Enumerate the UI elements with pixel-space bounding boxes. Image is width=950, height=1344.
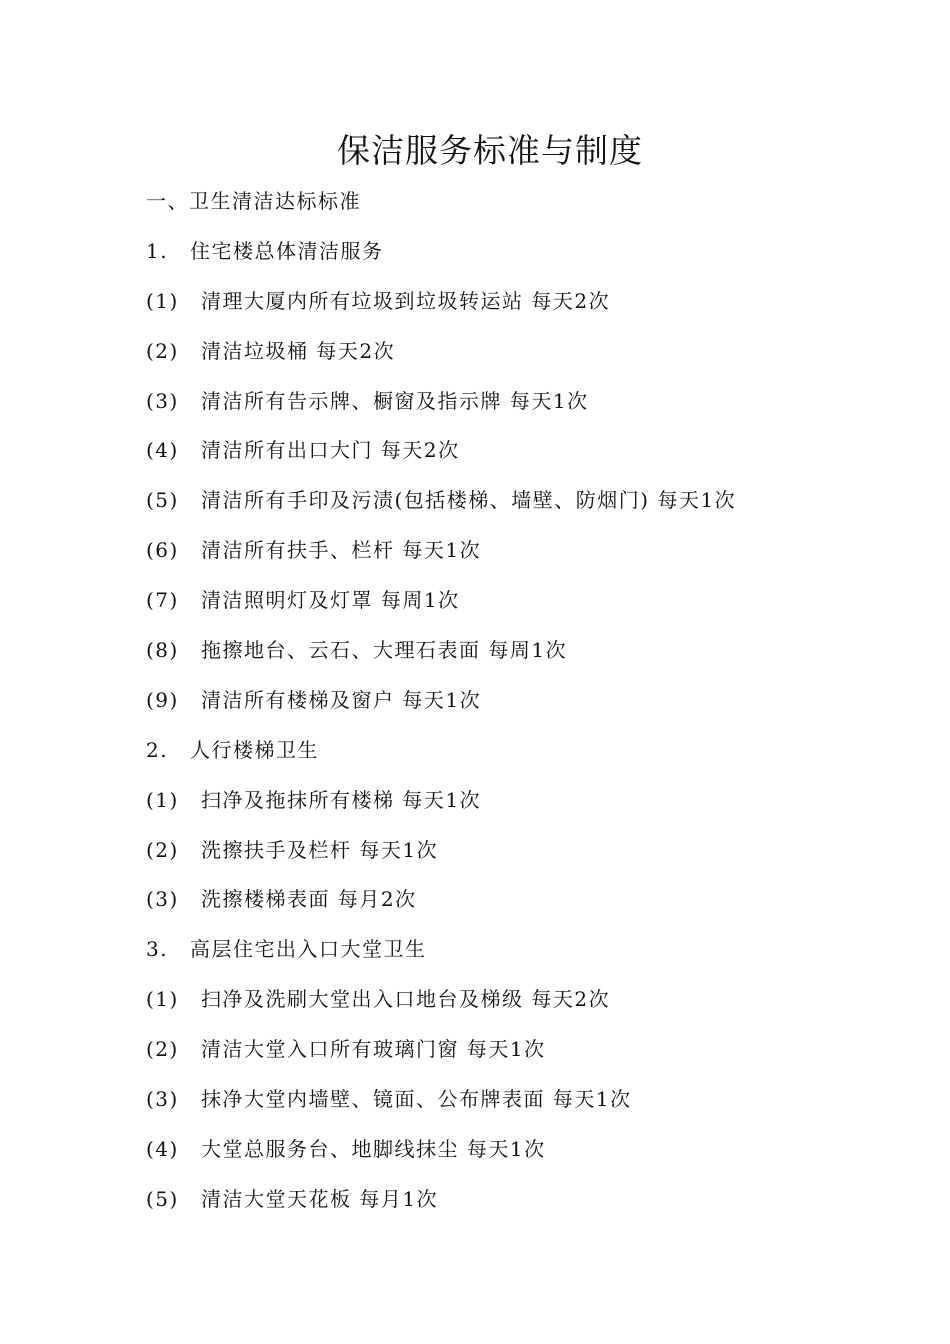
line-marker: (8) (146, 638, 179, 663)
line-text: 拖擦地台、云石、大理石表面 每周1次 (201, 638, 568, 663)
list-item (146, 881, 926, 931)
line-text: 清洁所有手印及污渍(包括楼梯、墙壁、防烟门) 每天1次 (201, 488, 737, 513)
subsection-heading (146, 931, 926, 981)
line-marker: (3) (146, 887, 179, 912)
line-marker: (5) (146, 488, 179, 513)
line-marker: (6) (146, 538, 179, 563)
line-text: 一、卫生清洁达标标准 (146, 189, 361, 213)
line-marker: (1) (146, 987, 179, 1012)
line-text: 清理大厦内所有垃圾到垃圾转运站 每天2次 (201, 288, 611, 313)
line-marker: (2) (146, 837, 179, 862)
line-marker: 3. (146, 937, 169, 962)
line-text: 清洁照明灯及灯罩 每周1次 (201, 588, 460, 613)
line-marker: (4) (146, 1136, 179, 1161)
list-item (146, 1181, 926, 1231)
line-text: 清洁垃圾桶 每天2次 (201, 338, 396, 363)
list-item (146, 283, 926, 333)
line-text: 人行楼梯卫生 (190, 737, 319, 762)
list-item (146, 482, 926, 532)
list-item (146, 632, 926, 682)
line-text: 清洁所有出口大门 每天2次 (201, 438, 460, 463)
page-title: 保洁服务标准与制度 (337, 131, 643, 170)
line-marker: (9) (146, 687, 179, 712)
line-text: 清洁所有扶手、栏杆 每天1次 (201, 538, 482, 563)
line-marker: 2. (146, 737, 169, 762)
list-item (146, 981, 926, 1031)
line-text: 清洁所有告示牌、橱窗及指示牌 每天1次 (201, 388, 589, 413)
list-item (146, 832, 926, 882)
line-text: 住宅楼总体清洁服务 (190, 238, 384, 263)
line-text: 洗擦扶手及栏杆 每天1次 (201, 837, 439, 862)
list-item (146, 1131, 926, 1181)
line-text: 洗擦楼梯表面 每月2次 (201, 887, 417, 912)
line-marker: 1. (146, 238, 169, 263)
list-item (146, 532, 926, 582)
line-marker: (3) (146, 1087, 179, 1112)
line-text: 扫净及拖抹所有楼梯 每天1次 (201, 787, 482, 812)
list-item (146, 782, 926, 832)
line-text: 扫净及洗刷大堂出入口地台及梯级 每天2次 (201, 987, 611, 1012)
list-item (146, 682, 926, 732)
line-text: 清洁所有楼梯及窗户 每天1次 (201, 687, 482, 712)
line-marker: (1) (146, 288, 179, 313)
list-item (146, 1081, 926, 1131)
section-heading (146, 183, 926, 233)
line-text: 大堂总服务台、地脚线抹尘 每天1次 (201, 1136, 546, 1161)
list-item (146, 383, 926, 433)
line-text: 清洁大堂天花板 每月1次 (201, 1186, 439, 1211)
line-marker: (4) (146, 438, 179, 463)
line-marker: (7) (146, 588, 179, 613)
line-marker: (2) (146, 338, 179, 363)
subsection-heading (146, 732, 926, 782)
list-item (146, 333, 926, 383)
list-item (146, 432, 926, 482)
line-text: 清洁大堂入口所有玻璃门窗 每天1次 (201, 1037, 546, 1062)
list-item (146, 582, 926, 632)
line-text: 高层住宅出入口大堂卫生 (190, 937, 427, 962)
list-item (146, 1031, 926, 1081)
line-marker: (3) (146, 388, 179, 413)
line-marker: (2) (146, 1037, 179, 1062)
document-body (146, 183, 926, 1231)
line-marker: (1) (146, 787, 179, 812)
subsection-heading (146, 233, 926, 283)
line-text: 抹净大堂内墙壁、镜面、公布牌表面 每天1次 (201, 1087, 632, 1112)
line-marker: (5) (146, 1186, 179, 1211)
